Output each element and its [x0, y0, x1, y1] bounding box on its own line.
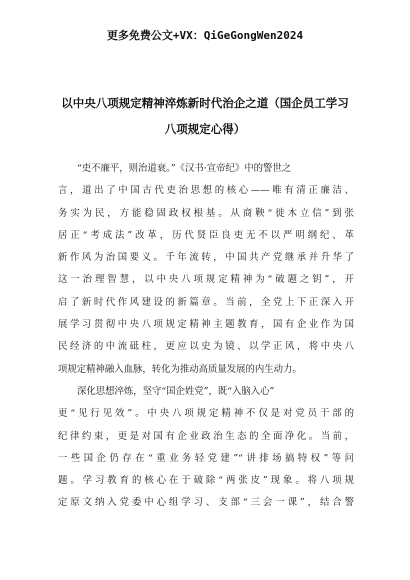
body-line: 民经济的中流砥柱，更应以史为镜、以学正风，将中央八	[58, 341, 354, 353]
body-line: 题。学习教育的核心在于破除“两张皮”现象。将八项规	[58, 475, 354, 487]
body-line: 展学习贯彻中央八项规定精神主题教育，国有企业作为国	[58, 319, 354, 331]
body-line: “吏不廉平，则治道衰。”《汉书·宣帝纪》中的警世之	[77, 163, 292, 174]
body-line: 务实为民，方能稳固政权根基。从商鞅“徙木立信”到张	[58, 207, 354, 219]
document-title-line-1: 以中央八项规定精神淬炼新时代治企之道（国企员工学习	[61, 96, 349, 110]
body-line: 定原文纳入党委中心组学习、支部“三会一课”，结合警	[58, 497, 354, 509]
body-line: 这一治理智慧，以中央八项规定精神为“破题之钥”，开	[58, 274, 354, 286]
body-line: 深化思想淬炼，坚守“国企姓党”，既“入脑入心”	[77, 385, 275, 397]
body-line: 项规定精神融入血脉，转化为推动高质量发展的内生动力。	[58, 363, 302, 375]
body-line: 纪律约束，更是对国有企业政治生态的全面净化。当前，	[58, 430, 354, 442]
body-line: 更“见行见效”。中央八项规定精神不仅是对党员干部的	[58, 408, 354, 420]
promo-header: 更多免费公文+VX：QiGeGongWen2024	[106, 29, 304, 42]
body-line: 一些国企仍存在“重业务轻党建”“讲排场搞特权”等问	[58, 452, 354, 464]
body-line: 居正“考成法”改革，历代贤臣良吏无不以严明纲纪、革	[58, 229, 354, 241]
body-line: 言，道出了中国古代吏治思想的核心——唯有清正廉洁、	[58, 185, 354, 197]
body-line: 新作风为治国要义。千年流转，中国共产党继承并升华了	[58, 252, 354, 264]
document-title-line-2: 八项规定心得）	[164, 122, 246, 136]
body-line: 启了新时代作风建设的新篇章。当前，全党上下正深入开	[58, 296, 354, 308]
document-body	[58, 158, 354, 515]
